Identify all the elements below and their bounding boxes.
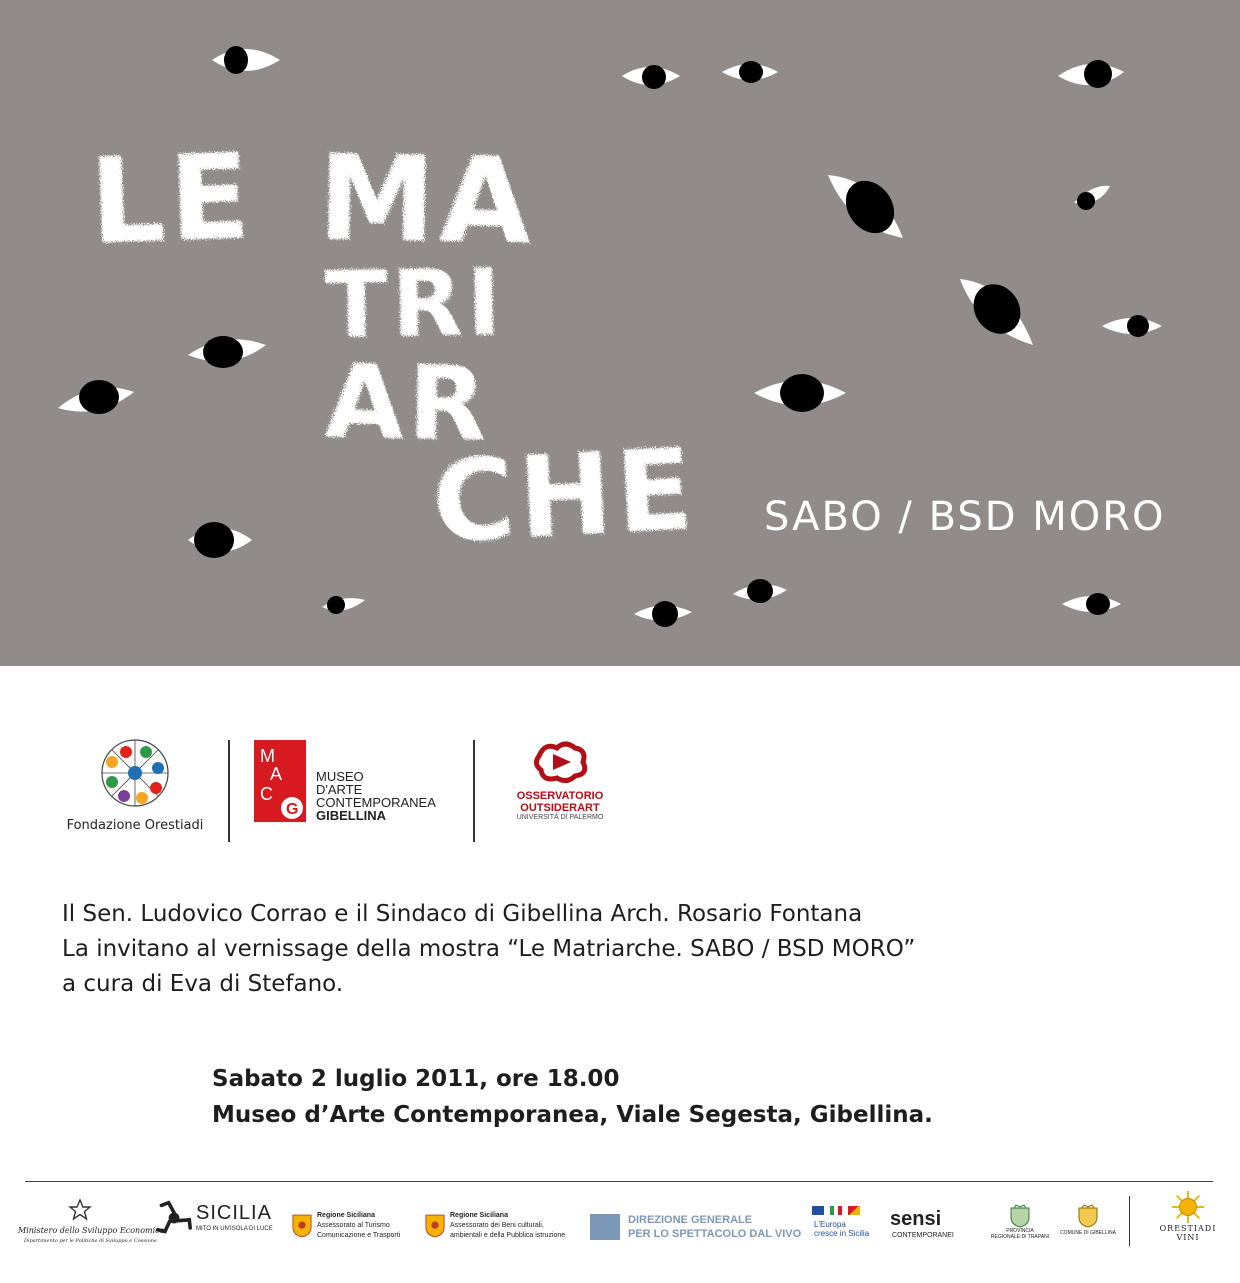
osservatorio-line-2: OUTSIDERART bbox=[520, 802, 600, 814]
title-line-3: TRI bbox=[324, 249, 506, 360]
invitation-line-3: a cura di Eva di Stefano. bbox=[62, 971, 344, 997]
museo-mark-letter-m: M bbox=[260, 746, 275, 766]
regione-beni-culturali-logo bbox=[425, 1212, 575, 1246]
turismo-line-3: Comunicazione e Trasporti bbox=[317, 1232, 401, 1239]
sicilia-logo bbox=[156, 1198, 276, 1242]
museo-line-3: CONTEMPORANEA bbox=[316, 795, 436, 810]
title-line-1: LE bbox=[87, 127, 257, 271]
spettacolo-line-2: PER LO SPETTACOLO DAL VIVO bbox=[628, 1228, 802, 1240]
ministero-line-1: Ministero dello Sviluppo Economico bbox=[18, 1226, 165, 1235]
regione-shield-icon bbox=[292, 1214, 312, 1238]
sensi-line-1: sensi bbox=[890, 1208, 942, 1230]
partner-logos bbox=[0, 720, 1240, 850]
museo-gibellina-logo bbox=[254, 740, 464, 824]
orestiadi-vini-line-2: VINI bbox=[1176, 1233, 1200, 1242]
beni-line-3: ambientali e della Pubblica istruzione bbox=[450, 1232, 566, 1239]
fondazione-orestiadi-logo bbox=[60, 738, 210, 848]
comune-crest-icon bbox=[1078, 1204, 1098, 1228]
turismo-line-2: Assessorato al Turismo bbox=[317, 1222, 390, 1229]
logo-divider bbox=[228, 740, 230, 842]
event-details bbox=[212, 1061, 1112, 1133]
title-line-2: MA bbox=[316, 128, 536, 271]
osservatorio-line-1: OSSERVATORIO bbox=[516, 790, 604, 802]
museo-name bbox=[316, 770, 436, 822]
italian-emblem-icon bbox=[68, 1198, 92, 1222]
museo-line-4: GIBELLINA bbox=[316, 808, 387, 823]
title-line-4: AR bbox=[323, 342, 492, 465]
spettacolo-dal-vivo-logo bbox=[590, 1212, 800, 1242]
osservatorio-line-3: UNIVERSITÀ DI PALERMO bbox=[516, 814, 604, 821]
orestiadi-vini-logo bbox=[1158, 1190, 1218, 1250]
spettacolo-line-1: DIREZIONE GENERALE bbox=[628, 1214, 753, 1226]
outsiderart-mark-icon bbox=[531, 738, 589, 784]
sponsor-logos bbox=[0, 1190, 1240, 1280]
europa-line-2: cresce in Sicilia bbox=[814, 1229, 870, 1238]
comune-name: COMUNE DI GIBELLINA bbox=[1060, 1230, 1116, 1236]
orestiadi-vini-line-1: ORESTIADI bbox=[1159, 1224, 1217, 1233]
regione-turismo-logo bbox=[292, 1212, 417, 1246]
museo-mark-letter-g: G bbox=[286, 801, 299, 818]
mibac-mark bbox=[590, 1214, 620, 1240]
provincia-crest-icon bbox=[1010, 1204, 1030, 1228]
event-place: Museo d’Arte Contemporanea, Viale Segesta, Gibellina. bbox=[212, 1102, 933, 1128]
provincia-trapani-logo bbox=[990, 1204, 1050, 1248]
museo-mark-letter-a: A bbox=[270, 764, 283, 784]
sponsor-divider bbox=[1129, 1196, 1130, 1246]
sicilia-tagline: MITO IN UN'ISOLA DI LUCE bbox=[196, 1226, 273, 1232]
footer-divider bbox=[25, 1181, 1213, 1182]
logo-divider bbox=[473, 740, 475, 842]
it-flag-icon bbox=[830, 1206, 842, 1215]
ministero-line-2: Dipartimento per le Politiche di Sviluppo e Coesione bbox=[24, 1238, 157, 1244]
museo-mark-letter-c: C bbox=[260, 784, 273, 804]
museo-line-1: MUSEO bbox=[316, 769, 364, 784]
title-line-5: CHE bbox=[429, 424, 701, 569]
europa-sicilia-logo bbox=[812, 1206, 876, 1246]
exhibition-subtitle: SABO / BSD MORO bbox=[764, 494, 1166, 540]
provincia-line-2: REGIONALE DI TRAPANI bbox=[990, 1234, 1050, 1240]
europa-line-1: L'Europa bbox=[814, 1220, 846, 1229]
turismo-line-1: Regione Siciliana bbox=[317, 1212, 375, 1219]
event-date: Sabato 2 luglio 2011, ore 18.00 bbox=[212, 1066, 620, 1092]
sensi-line-2: CONTEMPORANEI bbox=[892, 1232, 954, 1239]
osservatorio-outsiderart-logo bbox=[510, 738, 610, 838]
ministero-sviluppo-logo bbox=[18, 1198, 165, 1248]
sun-icon bbox=[1171, 1190, 1205, 1224]
sensi-contemporanei-logo bbox=[890, 1208, 970, 1246]
regione-shield-icon bbox=[425, 1214, 445, 1238]
eu-flag-icon bbox=[812, 1206, 824, 1215]
invitation-text bbox=[62, 897, 1182, 1002]
invitation-line-1: Il Sen. Ludovico Corrao e il Sindaco di Gibellina Arch. Rosario Fontana bbox=[62, 901, 863, 927]
beni-line-1: Regione Siciliana bbox=[450, 1212, 508, 1219]
comune-gibellina-logo bbox=[1058, 1204, 1118, 1248]
trinacria-icon bbox=[156, 1200, 192, 1236]
sicilia-name: SICILIA bbox=[196, 1202, 272, 1224]
museo-mark bbox=[254, 740, 306, 822]
sicily-flag-icon bbox=[848, 1206, 860, 1215]
orestiadi-wheel-icon bbox=[100, 738, 170, 808]
provincia-line-1: PROVINCIA bbox=[1006, 1228, 1034, 1234]
invitation-line-2: La invitano al vernissage della mostra “Le Matriarche. SABO / BSD MORO” bbox=[62, 936, 916, 962]
museo-line-2: D'ARTE bbox=[316, 782, 363, 797]
fondazione-name: Fondazione Orestiadi bbox=[66, 818, 204, 833]
beni-line-2: Assessorato dei Beni culturali, bbox=[450, 1222, 544, 1229]
